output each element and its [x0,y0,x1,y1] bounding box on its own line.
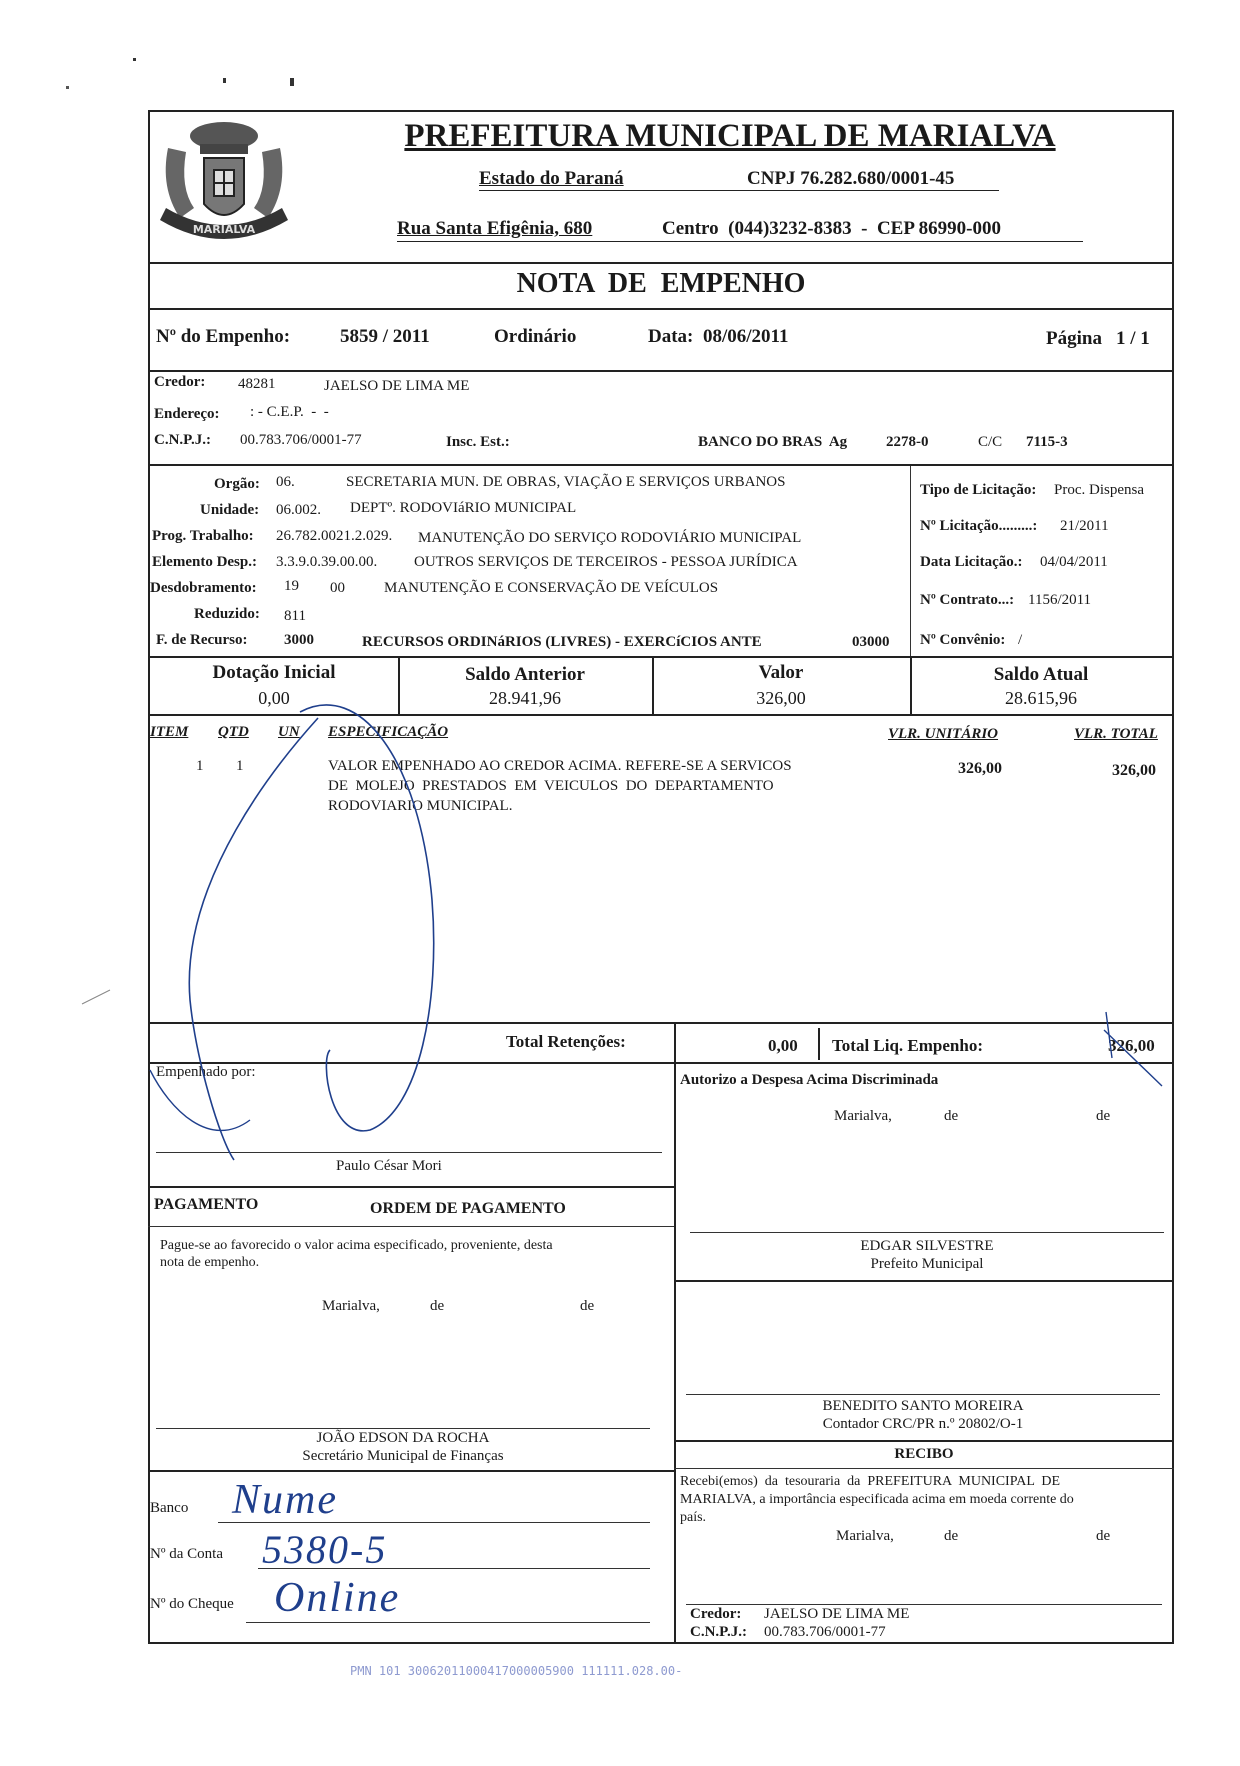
rule [148,656,1174,658]
pagamento-label: PAGAMENTO [154,1196,259,1213]
saldo-anterior-value: 28.941,96 [489,688,561,708]
autorizo-de-2: de [1096,1108,1111,1124]
recurso-code-2: 03000 [852,634,890,650]
page-label: Página [1046,328,1102,349]
desdobramento-desc: MANUTENÇÃO E CONSERVAÇÃO DE VEÍCULOS [384,580,719,596]
rule [818,1028,820,1060]
saldo-atual-value: 28.615,96 [1005,688,1077,708]
recibo-label: RECIBO [894,1446,954,1462]
scan-speck [223,78,226,83]
signature-line [156,1152,662,1153]
signature-line [686,1604,1162,1605]
column-header-spec: ESPECIFICAÇÃO [328,724,449,740]
column-header-total-value: VLR. TOTAL [1074,726,1158,742]
tipo-licitacao: Proc. Dispensa [1054,482,1144,498]
empenho-number: 5859 / 2011 [340,326,430,347]
address-underline [397,241,1083,242]
contrato-label: Nº Contrato...: [920,592,1015,608]
recurso-code: 3000 [284,632,314,648]
column-header-unit-value: VLR. UNITÁRIO [888,726,999,742]
recibo-credor: JAELSO DE LIMA ME [764,1606,910,1622]
rule [148,1226,674,1227]
district-phone-cep: Centro (044)3232-8383 - CEP 86990-000 [662,218,1001,239]
scan-speck [133,58,136,61]
document-title: NOTA DE EMPENHO [516,268,806,299]
elemento-desc: OUTROS SERVIÇOS DE TERCEIROS - PESSOA JURÍDICA [414,554,798,570]
recibo-cnpj: 00.783.706/0001-77 [764,1624,886,1640]
unidade-label: Unidade: [200,502,260,518]
contador-title: Contador CRC/PR n.º 20802/O-1 [822,1416,1024,1432]
creditor-bank: BANCO DO BRAS Ag [698,434,848,450]
pagamento-text-line: nota de empenho. [160,1255,260,1270]
autorizo-de-1: de [944,1108,959,1124]
valor-label: Valor [758,662,804,683]
column-header-qtd: QTD [218,724,249,740]
prefeito-name: EDGAR SILVESTRE [860,1238,994,1254]
unidade-code: 06.002. [276,502,321,518]
rule [674,1280,1174,1282]
data-licitacao-label: Data Licitação.: [920,554,1023,570]
rule [148,714,1174,716]
secretario-title: Secretário Municipal de Finanças [302,1448,504,1464]
item-spec-line: VALOR EMPENHADO AO CREDOR ACIMA. REFERE-SE A SERVICOS [328,758,792,774]
item-qtd: 1 [236,758,244,774]
prefeito-title: Prefeito Municipal [870,1256,984,1272]
cnpj-label: C.N.P.J.: [154,432,211,448]
state-name: Estado do Paraná [479,168,624,189]
dotacao-inicial-label: Dotação Inicial [212,662,336,683]
column-header-un: UN [278,724,300,740]
signature-line [690,1232,1164,1233]
elemento-code: 3.3.9.0.39.00.00. [276,554,378,570]
elemento-label: Elemento Desp.: [152,554,257,570]
empenho-number-label: Nº do Empenho: [156,326,291,347]
municipality-title: PREFEITURA MUNICIPAL DE MARIALVA [404,118,1056,154]
footer-machine-code: PMN 101 30062011000417000005900 111111.028.00- [350,1664,683,1678]
rule [148,1186,674,1188]
signature-line [246,1622,650,1623]
empenhado-label: Empenhado por: [156,1064,256,1080]
pagamento-de-2: de [580,1298,595,1314]
empenho-date: 08/06/2011 [703,326,789,347]
recibo-de-2: de [1096,1528,1111,1544]
rule [148,1062,1174,1064]
page-number: 1 / 1 [1116,328,1150,349]
item-number: 1 [196,758,204,774]
contador-name: BENEDITO SANTO MOREIRA [822,1398,1024,1414]
conta-handwritten: 5380-5 [262,1527,388,1572]
recurso-desc: RECURSOS ORDINáRIOS (LIVRES) - EXERCíCIOS ANTE [362,634,762,650]
banco-handwritten: Nume [232,1477,338,1523]
signature-line [156,1428,650,1429]
rule [148,370,1174,372]
creditor-cnpj: 00.783.706/0001-77 [240,432,362,448]
unidade-desc: DEPTº. RODOVIáRIO MUNICIPAL [350,500,577,516]
empenho-date-label: Data: [648,326,694,347]
reduzido-code: 811 [284,608,306,624]
svg-text:MARIALVA: MARIALVA [192,223,256,236]
cheque-handwritten: Online [274,1575,401,1621]
recibo-text-line: MARIALVA, a importância especificada acima em moeda corrente do [680,1492,1074,1507]
creditor-address: : - C.E.P. - - [250,404,329,420]
orgao-label: Orgão: [214,476,260,492]
liquido-label: Total Liq. Empenho: [832,1036,983,1055]
recibo-city: Marialva, [836,1528,894,1544]
item-spec-line: DE MOLEJO PRESTADOS EM VEICULOS DO DEPARTAMENTO [328,778,774,794]
rule [910,466,911,656]
recibo-text-line: país. [680,1510,707,1525]
convenio-label: Nº Convênio: [920,632,1006,648]
contrato-number: 1156/2011 [1028,592,1092,608]
scan-speck [66,86,69,89]
autorizo-label: Autorizo a Despesa Acima Discriminada [680,1072,939,1088]
rule [674,1062,676,1644]
recibo-de-1: de [944,1528,959,1544]
saldo-anterior-label: Saldo Anterior [465,664,585,685]
pagamento-city: Marialva, [322,1298,380,1314]
state-cnpj-underline [479,190,999,191]
creditor-name: JAELSO DE LIMA ME [324,378,470,394]
column-header-item: ITEM [150,724,189,740]
item-total-value: 326,00 [1112,762,1156,779]
recibo-cnpj-label: C.N.P.J.: [690,1624,747,1640]
municipal-seal [150,108,298,258]
pagamento-text-line: Pague-se ao favorecido o valor acima especificado, proveniente, desta [160,1238,553,1253]
street-address: Rua Santa Efigênia, 680 [397,218,593,239]
conta-label: Nº da Conta [150,1546,223,1562]
ordem-pagamento-label: ORDEM DE PAGAMENTO [370,1200,566,1217]
insc-est-label: Insc. Est.: [446,434,510,450]
creditor-code: 48281 [238,376,276,392]
item-unit-value: 326,00 [958,760,1002,777]
desdobramento-code-1: 19 [284,578,299,594]
rule [674,1440,1174,1442]
tipo-licitacao-label: Tipo de Licitação: [920,482,1037,498]
autorizo-city: Marialva, [834,1108,892,1124]
rule [148,308,1174,310]
municipality-cnpj: CNPJ 76.282.680/0001-45 [747,168,955,189]
recurso-label: F. de Recurso: [156,632,248,648]
pagamento-de-1: de [430,1298,445,1314]
creditor-agency: 2278-0 [886,434,929,450]
numero-licitacao-label: Nº Licitação.........: [920,518,1038,534]
valor-value: 326,00 [756,688,806,708]
numero-licitacao: 21/2011 [1060,518,1109,534]
rule [148,1022,1174,1024]
item-spec-line: RODOVIARIO MUNICIPAL. [328,798,513,814]
liquido-value: 326,00 [1108,1036,1155,1055]
empenhado-name: Paulo César Mori [336,1158,442,1174]
scan-speck [290,78,294,86]
rule [148,464,1174,466]
creditor-account: 7115-3 [1026,434,1068,450]
prog-desc: MANUTENÇÃO DO SERVIÇO RODOVIÁRIO MUNICIPAL [418,530,802,546]
orgao-desc: SECRETARIA MUN. DE OBRAS, VIAÇÃO E SERVIÇOS URBANOS [346,474,786,490]
retencoes-label: Total Retenções: [506,1032,626,1051]
prog-label: Prog. Trabalho: [152,528,254,544]
creditor-label: Credor: [154,374,206,390]
rule [674,1468,1174,1469]
retencoes-value: 0,00 [768,1036,798,1055]
recibo-text-line: Recebi(emos) da tesouraria da PREFEITURA MUNICIPAL DE [680,1474,1061,1489]
prog-code: 26.782.0021.2.029. [276,528,393,544]
cheque-label: Nº do Cheque [150,1596,234,1612]
account-label: C/C [978,434,1003,450]
desdobramento-label: Desdobramento: [150,580,257,596]
secretario-name: JOÃO EDSON DA ROCHA [316,1430,490,1446]
reduzido-label: Reduzido: [194,606,260,622]
orgao-code: 06. [276,474,295,490]
convenio-number: / [1018,632,1023,648]
rule [674,1024,676,1062]
data-licitacao: 04/04/2011 [1040,554,1108,570]
dotacao-inicial-value: 0,00 [258,688,290,708]
desdobramento-code-2: 00 [330,580,345,596]
rule [148,1470,674,1472]
signature-line [686,1394,1160,1395]
address-label: Endereço: [154,406,220,422]
saldo-atual-label: Saldo Atual [993,664,1089,685]
empenho-type: Ordinário [494,326,577,347]
recibo-credor-label: Credor: [690,1606,742,1622]
banco-label: Banco [150,1500,189,1516]
